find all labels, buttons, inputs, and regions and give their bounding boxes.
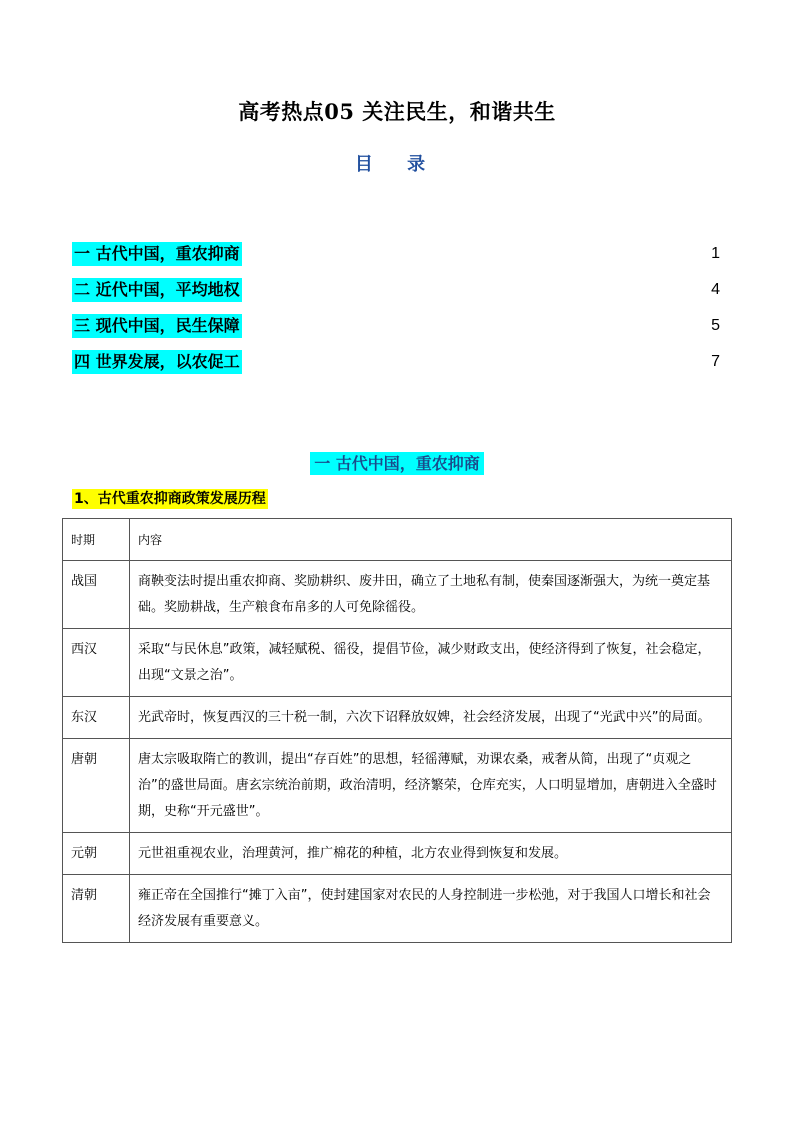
toc-entry-page: 1 (711, 245, 720, 262)
row-period: 西汉 (63, 629, 130, 697)
row-content: 商鞅变法时提出重农抑商、奖励耕织、废井田，确立了土地私有制，使秦国逐渐强大，为统一奠定基础。奖励耕战，生产粮食布帛多的人可免除徭役。 (130, 561, 732, 629)
table-row (63, 629, 732, 697)
table-row (63, 561, 732, 629)
toc-entry-label: 二 近代中国，平均地权 (72, 278, 242, 302)
row-content: 雍正帝在全国推行“摊丁入亩”，使封建国家对农民的人身控制进一步松弛，对于我国人口增长和社会经济发展有重要意义。 (130, 875, 732, 943)
row-content: 元世祖重视农业，治理黄河，推广棉花的种植，北方农业得到恢复和发展。 (130, 833, 732, 875)
section-heading (0, 452, 794, 476)
table-row (63, 875, 732, 943)
row-period: 元朝 (63, 833, 130, 875)
table-row (63, 833, 732, 875)
toc-entry-label: 一 古代中国，重农抑商 (72, 242, 242, 266)
row-period: 清朝 (63, 875, 130, 943)
table-header-row (63, 519, 732, 561)
toc-entry-page: 4 (711, 281, 720, 298)
table-row (63, 697, 732, 739)
toc-entry[interactable] (72, 272, 722, 308)
toc-entry[interactable] (72, 236, 722, 272)
row-content: 光武帝时，恢复西汉的三十税一制，六次下诏释放奴婢，社会经济发展，出现了“光武中兴”的局面。 (130, 697, 732, 739)
subheading-text: 1、古代重农抑商政策发展历程 (74, 491, 266, 507)
toc-entry[interactable] (72, 344, 722, 380)
section-heading-text: 一 古代中国，重农抑商 (310, 452, 484, 475)
subheading (72, 488, 268, 509)
row-period: 唐朝 (63, 739, 130, 833)
toc-entry-label: 四 世界发展，以农促工 (72, 350, 242, 374)
header-content: 内容 (130, 519, 732, 561)
row-period: 东汉 (63, 697, 130, 739)
document-title: 高考热点05 关注民生，和谐共生 (238, 99, 556, 124)
toc-entry[interactable] (72, 308, 722, 344)
row-content: 采取“与民休息”政策，减轻赋税、徭役，提倡节俭，减少财政支出，使经济得到了恢复，社会稳定，出现“文景之治”。 (130, 629, 732, 697)
history-table (62, 518, 732, 943)
row-content: 唐太宗吸取隋亡的教训，提出“存百姓”的思想，轻徭薄赋，劝课农桑，戒奢从简，出现了“贞观之治”的盛世局面。唐玄宗统治前期，政治清明，经济繁荣，仓库充实，人口明显增加，唐朝进入全盛时期，史称“开元盛世”。 (130, 739, 732, 833)
header-period: 时期 (63, 519, 130, 561)
toc-entry-page: 5 (711, 317, 720, 334)
toc-heading: 目 录 (354, 154, 440, 175)
table-of-contents (72, 236, 722, 380)
toc-entry-page: 7 (711, 353, 720, 370)
row-period: 战国 (63, 561, 130, 629)
table-row (63, 739, 732, 833)
toc-entry-label: 三 现代中国，民生保障 (72, 314, 242, 338)
